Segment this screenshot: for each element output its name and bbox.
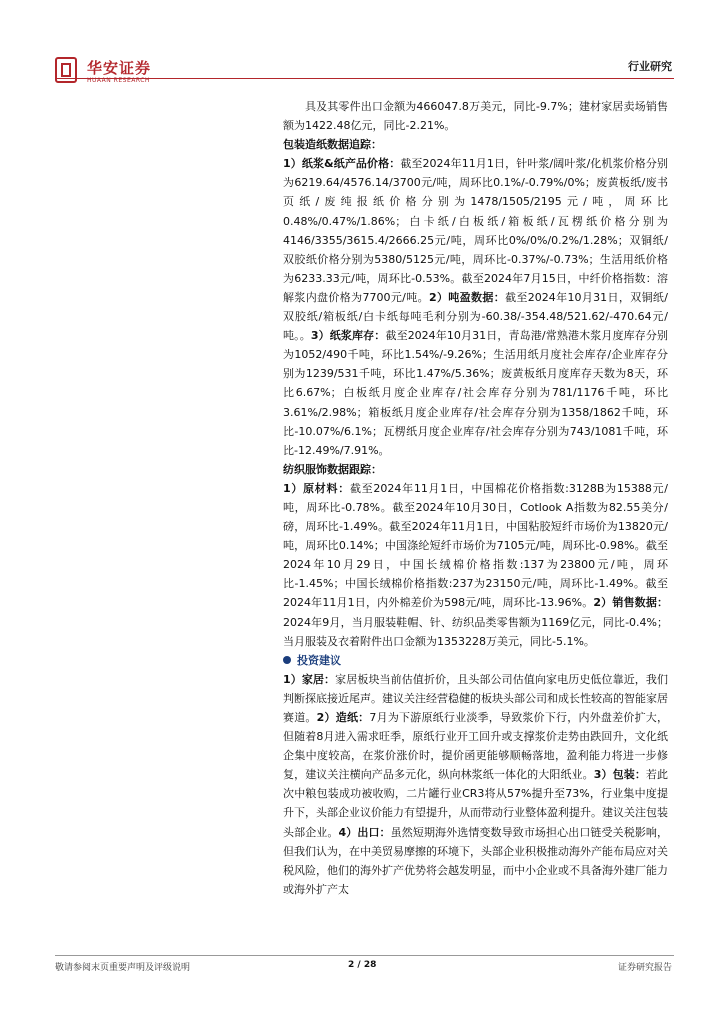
paragraph-home-data-end: 具及其零件出口金额为466047.8万美元，同比-9.7%；建材家居卖场销售额为1422.48亿元，同比-2.21%。 — [283, 100, 668, 133]
label-raw-material: 1）原材料： — [283, 481, 350, 495]
logo-seal-icon — [55, 57, 77, 83]
label-margin-data: 2）吨盈数据： — [428, 290, 506, 304]
paragraph-investment — [283, 670, 668, 899]
footer-divider — [55, 955, 674, 956]
label-pulp-price: 1）纸浆&纸产品价格： — [283, 157, 401, 171]
label-inventory: 3）纸浆库存： — [310, 329, 386, 343]
header-divider — [55, 78, 674, 79]
text-margin-data: 截至2024年10月31日，双铜纸/双胶纸/箱板纸/白卡纸每吨毛利分别为-60.38/-354.48/521.62/-470.64元/吨。。 — [283, 290, 668, 343]
text-export: 虽然短期海外选情变数导致市场担心出口链受关税影响，但我们认为，在中美贸易摩擦的环境下，头部企业积极推动海外产能布局应对关税风险，他们的海外扩产优势将会越发明显，而中小企业或不具备海外建厂能力或海外扩产太 — [283, 825, 669, 896]
company-logo — [55, 55, 205, 95]
text-paper: 7月为下游原纸行业淡季，导致浆价下行，内外盘差价扩大，但随着8月进入需求旺季，原纸行业开工回升或支撑浆价走势由跌回升，文化纸企集中度较高，在浆价涨价时，提价函更能够顺畅落地，盈利能力将进一步修复，建议关注横向产品多元化，纵向林浆纸一体化的大阳纸业。 — [283, 711, 669, 782]
label-export: 4）出口： — [338, 825, 391, 839]
label-packaging: 3）包装： — [593, 768, 646, 782]
section-heading-investment: 投资建议 — [283, 651, 668, 670]
label-paper: 2）造纸： — [316, 711, 370, 724]
text-packaging: 若此次中粮包装成功被收购，二片罐行业CR3将从57%提升至73%，行业集中度提升下，头部企业议价能力有望提升，从而带动行业整体盈利提升。建议关注包装头部企业。 — [283, 768, 669, 839]
text-home: 家居板块当前估值折价，且头部公司估值向家电历史低位靠近，我们判断探底接近尾声。建议关注经营稳健的板块头部公司和成长性较高的智能家居赛道。 — [283, 672, 669, 724]
header-category: 行业研究 — [628, 60, 672, 73]
label-home: 1）家居： — [283, 672, 336, 686]
footer-report-type: 证券研究报告 — [617, 963, 672, 973]
footer-disclaimer: 敬请参阅末页重要声明及评级说明 — [55, 963, 191, 973]
paragraph-paper-data — [283, 154, 668, 460]
page-number: 2 / 28 — [348, 960, 377, 970]
text-sales-data: 2024年9月，当月服装鞋帽、针、纺织品类零售额为1169亿元，同比-0.4%；当月服装及衣着附件出口金额为1353228万美元，同比-5.1%。 — [283, 615, 668, 648]
text-raw-material: 截至2024年11月1日，中国棉花价格指数:3128B为15388元/吨，周环比-0.78%。截至2024年10月30日，Cotlook A指数为82.55美分/磅，周环比-1.49%。截至2024年11月1日，中国粘胶短纤市场价为13820元/吨，周环比0.14%；中国涤纶短纤市场价为7105元/吨，周环比-0.98%。截至2024年10月29日，中国长绒棉价格指数:137为23800元/吨，周环比-1.45%；中国长绒棉价格指数:237为23150元/吨，周环比-1.49%。截至2024年11月1日，内外棉差价为598元/吨，周环比-13.96%。 — [283, 481, 668, 610]
report-body — [283, 97, 668, 899]
text-inventory: 截至2024年10月31日，青岛港/常熟港木浆月度库存分别为1052/490千吨，环比1.54%/-9.26%；生活用纸月度社会库存/企业库存分别为1239/531千吨，环比1.47%/5.36%；废黄板纸月度库存天数为8天，环比6.67%；白板纸月度企业库存/社会库存分别为781/1176千吨，环比3.61%/2.98%；箱板纸月度企业库存/社会库存分别为1358/1862千吨，环比-10.07%/6.1%；瓦楞纸月度企业库存/社会库存分别为743/1081千吨，环比-12.49%/7.91%。 — [283, 329, 669, 457]
label-sales-data: 2）销售数据： — [593, 596, 668, 610]
section-heading-textile: 纺织服饰数据跟踪： — [283, 462, 382, 476]
paragraph-textile-data — [283, 479, 668, 651]
logo-text: 华安证券 — [87, 59, 152, 77]
section-heading-paper: 包装造纸数据追踪： — [283, 138, 382, 152]
text-pulp-price: 截至2024年11月1日，针叶浆/阔叶浆/化机浆价格分别为6219.64/4576.14/3700元/吨，周环比0.1%/-0.79%/0%；废黄板纸/废书页纸/废纯报纸价格分别为1478/1505/2195元/吨，周环比0.48%/0.47%/1.86%；白卡纸/白板纸/箱板纸/瓦楞纸价格分别为4146/3355/3615.4/2666.25元/吨，周环比0%/0%/0.2%/1.28%；双铜纸/双胶纸价格分别为5380/5125元/吨，周环比-0.37%/-0.73%；生活用纸价格为6233.33元/吨，周环比-0.53%。截至2024年7月15日，中纤价格指数：溶解浆内盘价格为7700元/吨。 — [283, 157, 668, 304]
bullet-dot-icon — [283, 656, 291, 664]
logo-subtext: HUAAN RESEARCH — [87, 77, 150, 84]
